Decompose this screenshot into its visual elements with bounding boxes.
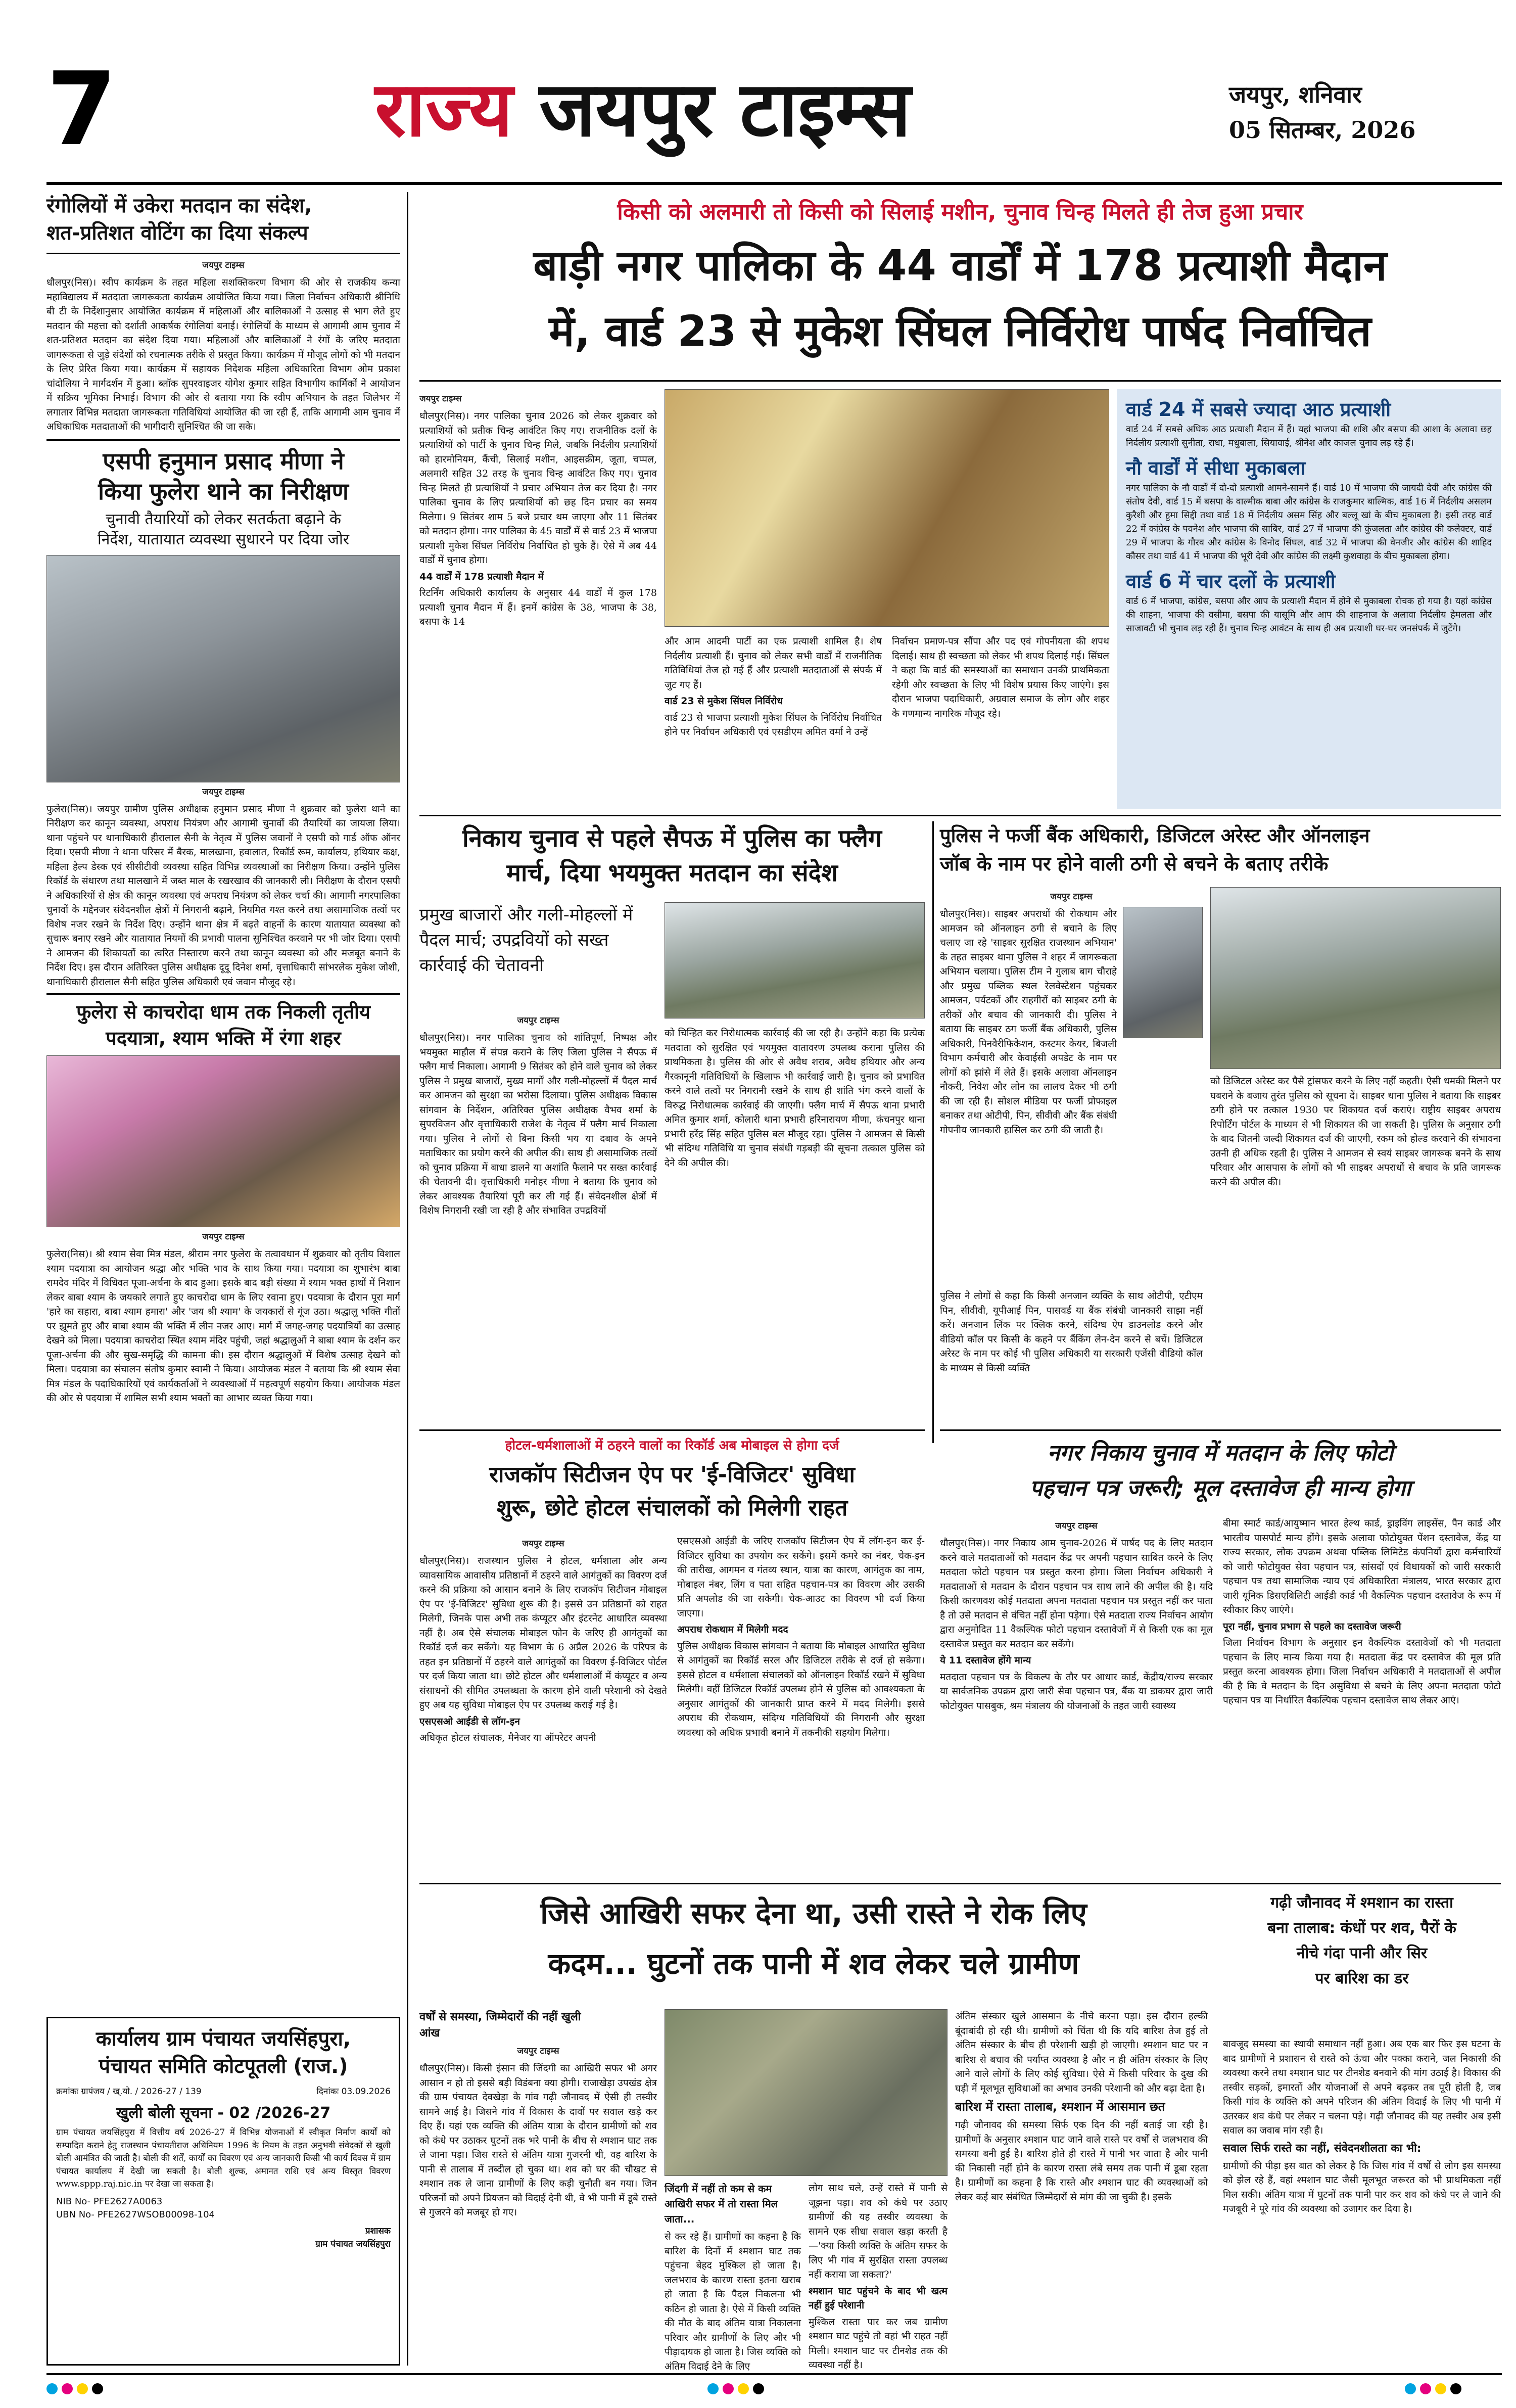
divider — [419, 1883, 1501, 1884]
cyber-col-2 — [1210, 887, 1501, 1418]
lead-subhead: 44 वार्डों में 178 प्रत्याशी मैदान में — [419, 571, 544, 582]
registration-marks-center — [707, 2383, 809, 2398]
left-story-3-headline — [46, 999, 400, 1051]
cyan-dot-icon — [1405, 2383, 1416, 2394]
flag-march-headline — [419, 821, 925, 892]
hotel-kicker: होटल-धर्मशालाओं में ठहरने वालों का रिकॉर्ड अब मोबाइल से होगा दर्ज — [505, 1438, 839, 1453]
left-story-3-body: फुलेरा(निस)। श्री श्याम सेवा मित्र मंडल, श्रीराम नगर फुलेरा के तत्वावधान में शुक्रवार को तृतीय विशाल श्याम पदयात्रा का आयोजन श्रद्धा और भक्ति भाव के साथ किया गया। पदयात्रा का शुभारंभ बाबा रामदेव मंदिर में विधिवत पूजा-अर्चना के बाद हुआ। इसके बाद बड़ी संख्या में श्याम भक्त हाथों में निशान लेकर बाबा श्याम के जयकारे लगाते हुए काचरोदा धाम के लिए रवाना हुए। पदयात्रा के दौरान पूरा मार्ग 'हारे का सहारा, बाबा श्याम हमारा' और 'जय श्री श्याम' के जयकारों से गूंज उठा। श्रद्धालु भक्ति गीतों पर झूमते हुए और बाबा श्याम की भक्ति में लीन नजर आए। मार्ग में जगह-जगह पदयात्रियों का उत्साह देखने को मिला। पदयात्रा काचरोदा स्थित श्याम मंदिर पहुंची, जहां श्रद्धालुओं ने बाबा श्याम के दर्शन कर पूजा-अर्चना की और सुख-समृद्धि की कामना की। इस दौरान श्रद्धालुओं में विशेष उत्साह देखने को मिला। पदयात्रा का संचालन संतोष कुमार स्वामी ने किया। आयोजक मंडल ने बताया कि श्री श्याम सेवा मित्र मंडल के पदाधिकारियों एवं कार्यकर्ताओं ने व्यवस्थाओं में महत्वपूर्ण सहयोग किया। आयोजक मंडल की ओर से पदयात्रा में शामिल सभी श्याम भक्तों का आभार व्यक्त किया गया। — [46, 1248, 400, 1404]
lead-col-1 — [419, 389, 657, 809]
black-dot-icon — [1450, 2383, 1461, 2394]
paragraph: जिला निर्वाचन विभाग के अनुसार इन वैकल्पिक दस्तावेजों को भी मतदाता पहचान के लिए मान्य किया गया है। मतदाता केंद्र पर दस्तावेज की मूल प्रति प्रस्तुत करना आवश्यक होगा। जिला निर्वाचन अधिकारी ने मतदाताओं से अपील की है कि वे मतदान के दिन असुविधा से बचने के लिए अपना मतदाता फोटो पहचान पत्र या निर्धारित वैकल्पिक पहचान दस्तावेज साथ लेकर आएं। — [1223, 1637, 1501, 1706]
lead-sidebar-box — [1117, 389, 1501, 809]
cyber-body-2: पुलिस ने लोगों से कहा कि किसी अनजान व्यक्ति के साथ ओटीपी, एटीएम पिन, सीवीवी, यूपीआई पिन, पासवर्ड या बैंक संबंधी जानकारी साझा नहीं करें। अनजान लिंक पर क्लिक करने, संदिग्ध ऐप डाउनलोड करने और वीडियो कॉल पर किसी के कहने पर बैंकिंग लेन-देन करने से बचें। डिजिटल अरेस्ट के नाम पर कोई भी पुलिस अधिकारी या सरकारी एजेंसी वीडियो कॉल के माध्यम से किसी व्यक्ति — [940, 1290, 1203, 1374]
left-story-1-body: धौलपुर(निस)। स्वीप कार्यक्रम के तहत महिला सशक्तिकरण विभाग की ओर से राजकीय कन्या महाविद्यालय में मतदाता जागरूकता कार्यक्रम आयोजित किया गया। जिला निर्वाचन अधिकारी श्रीनिधि बी टी के निर्देशानुसार आयोजित कार्यक्रम में महिलाओं और बालिकाओं ने उत्साह से भाग लेते हुए मतदान की महत्ता को दर्शाती आकर्षक रंगोलियां बनाई। रंगोलियों के माध्यम से आगामी आम चुनाव में शत-प्रतिशत मतदान का संदेश दिया गया। महिलाओं और बालिकाओं ने रंगों के जरिए मतदाता जागरूकता से जुड़े संदेशों को रचनात्मक तरीके से प्रस्तुत किया। कार्यक्रम में मौजूद लोगों को भी मतदान के लिए प्रेरित किया गया। कार्यक्रम में सहायक निदेशक महिला अधिकारिता विभाग ओम प्रकाश चांदोलिया ने मार्गदर्शन में हुआ। ब्लॉक सुपरवाइजर योगेश कुमार सहित विभागीय कार्मिकों ने आयोजन में सक्रिय भूमिका निभाई। विभाग की ओर से बताया गया कि स्वीप अभियान के तहत जिलेभर में लगातार विभिन्न मतदाता जागरूकता गतिविधियां आयोजित की जा रही हैं, ताकि आगामी आम चुनाव में अधिकाधिक मतदाताओं की भागीदारी सुनिश्चित की जा सके। — [46, 277, 400, 432]
left-column — [46, 192, 400, 2002]
headline-line: नगर निकाय चुनाव में मतदान के लिए फोटो — [1047, 1440, 1394, 1466]
notice-subtitle: खुली बोली सूचना - 02 /2026-27 — [116, 2104, 331, 2122]
paper-name: जयपुर टाइम्स — [539, 66, 911, 154]
flag-march-photo — [665, 902, 925, 1018]
notice-ref-row — [56, 2085, 391, 2097]
masthead-date-block — [1229, 77, 1492, 158]
subhead-line: संवेदनशीलता का भी: — [1334, 2142, 1422, 2155]
cyber-awareness-photo — [1210, 887, 1501, 1069]
hotel-subhead: अपराध रोकथाम में मिलेगी मदद — [677, 1624, 788, 1635]
voter-byline: जयपुर टाइम्स — [1055, 1521, 1098, 1531]
funeral-col-3 — [809, 2181, 947, 2371]
side-headline-line: गढ़ी जौनावद में श्मशान का रास्ता — [1270, 1894, 1453, 1912]
paragraph: अधिकृत होटल संचालक, मैनेजर या ऑपरेटर अपनी — [419, 1732, 596, 1743]
funeral-photo — [665, 2009, 947, 2176]
signature-line: प्रशासक — [365, 2226, 391, 2236]
cyan-dot-icon — [707, 2383, 719, 2394]
paragraph: रिटर्निंग अधिकारी कार्यालय के अनुसार 44 वार्डों में कुल 178 प्रत्याशी चुनाव मैदान में हैं। इनमें कांग्रेस के 38, भाजपा के 38, बसपा के 14 — [419, 587, 657, 627]
flag-march-col-2 — [665, 1026, 925, 1425]
subhead-line: कार्रवाई की चेतावनी — [419, 955, 544, 976]
notice-title-line: कार्यालय ग्राम पंचायत जयसिंहपुरा, — [96, 2027, 351, 2051]
hotel-col-1 — [419, 1534, 667, 1878]
paragraph: और आम आदमी पार्टी का एक प्रत्याशी शामिल है। शेष निर्दलीय प्रत्याशी हैं। चुनाव को लेकर सभी वार्डों में राजनीतिक गतिविधियां तेज हो गई हैं और प्रत्याशी मतदाताओं से संपर्क में जुट गए हैं। — [665, 636, 882, 690]
cyber-body-3: को डिजिटल अरेस्ट कर पैसे ट्रांसफर करने के लिए नहीं कहती। ऐसी धमकी मिलने पर घबराने के बजाय तुरंत पुलिस को सूचना दें। साइबर थाना पुलिस ने बताया कि साइबर ठगी होने पर तत्काल 1930 पर शिकायत दर्ज कराएं। राष्ट्रीय साइबर अपराध रिपोर्टिंग पोर्टल के माध्यम से भी शिकायत की जा सकती है। पुलिस के अनुसार ठगी के बाद जितनी जल्दी शिकायत दर्ज की जाएगी, रकम को होल्ड करवाने की संभावना उतनी ही अधिक रहती है। पुलिस ने आमजन से स्वयं साइबर जागरूक बनने के साथ परिवार और आसपास के लोगों को भी साइबर अपराधों से बचाव के प्रति जागरूक करने की अपील की। — [1210, 1076, 1501, 1188]
tender-notice — [46, 2017, 400, 2366]
headline-line: किया फुलेरा थाने का निरीक्षण — [98, 477, 349, 505]
hotel-body-1 — [419, 1554, 667, 1745]
masthead-rule — [46, 182, 1502, 185]
signature-line: ग्राम पंचायत जयसिंहपुरा — [315, 2239, 391, 2249]
paragraph: धौलपुर(निस)। राजस्थान पुलिस ने होटल, धर्मशाला और अन्य व्यावसायिक आवासीय प्रतिष्ठानों में ठहरने वाले आगंतुकों का विवरण दर्ज करने की प्रक्रिया को आसान बनाने के लिए राजकॉप सिटीजन मोबाइल ऐप पर 'ई-विजिटर' सुविधा शुरू की है। इससे उन प्रतिष्ठानों को राहत मिलेगी, जिनके पास अभी तक कंप्यूटर और इंटरनेट आधारित व्यवस्था नहीं है। अब ऐसे संचालक मोबाइल फोन के जरिए ही आगंतुकों का रिकॉर्ड दर्ज कर सकेंगे। यह विभाग के 6 अप्रैल 2026 के परिपत्र के तहत इन प्रतिष्ठानों में ठहरने वाले आगंतुकों का विवरण ई-विजिटर पोर्टल पर दर्ज किया जाता था। छोटे होटल और धर्मशालाओं में कंप्यूटर व अन्य संसाधनों की सीमित उपलब्धता के कारण होने वाली परेशानी को देखते हुए अब यह सुविधा मोबाइल ऐप पर उपलब्ध कराई गई है। — [419, 1555, 667, 1710]
notice-body: ग्राम पंचायत जयसिंहपुरा में वित्तीय वर्ष 2026-27 में विभिन्न योजनाओं में स्वीकृत निर्माण कार्यों को सम्पादित कराने हेतु राजस्थान पंचायतीराज अधिनियम 1996 के नियम के तहत अनुभवी संवेदकों से खुली बोली आमंत्रित की जाती है। बोली की शर्तें, कार्यों का विवरण एवं अन्य जानकारी किसी भी कार्य दिवस में ग्राम पंचायत कार्यालय में देखी जा सकती है। बोली शुल्क, अमानत राशि एवं अन्य विस्तृत विवरण www.sppp.raj.nic.in पर देखा जा सकता है। — [56, 2127, 391, 2189]
funeral-subhead-4: बारिश में रास्ता तालाब, श्मशान में आसमान छत — [955, 2100, 1165, 2114]
divider — [419, 815, 1501, 816]
divider — [46, 439, 400, 441]
left-story-2-subhead — [46, 510, 400, 550]
cyan-dot-icon — [46, 2383, 58, 2394]
flag-march-subhead — [419, 902, 657, 1003]
headline-line: बाड़ी नगर पालिका के 44 वार्डों में 178 प्रत्याशी मैदान — [533, 241, 1387, 290]
yellow-dot-icon — [77, 2383, 88, 2394]
headline-line: निकाय चुनाव से पहले सैपऊ में पुलिस का फ्लैग — [462, 824, 882, 853]
lead-photo — [665, 389, 1109, 627]
lead-col-2 — [665, 634, 882, 809]
headline-line: में, वार्ड 23 से मुकेश सिंघल निर्विरोध पार्षद निर्वाचित — [549, 306, 1371, 356]
funeral-body-1: धौलपुर(निस)। किसी इंसान की जिंदगी का आखिरी सफर भी अगर आसान न हो तो इससे बड़ी विडंबना क्या होगी। राजाखेड़ा उपखंड क्षेत्र की ग्राम पंचायत देवखेड़ा के गांव गढ़ी जौनावद में ऐसी ही तस्वीर सामने आई है। जिसने गांव में विकास के दावों पर सवाल खड़े कर दिए हैं। यहां एक व्यक्ति की अंतिम यात्रा के दौरान ग्रामीणों को शव को कंधे पर उठाकर घुटनों तक भरे पानी के बीच से श्मशान घाट तक ले जाना पड़ा। जिस रास्ते से अंतिम यात्रा गुजरनी थी, वह बारिश के पानी से तालाब में तब्दील हो चुका था। शव को घर की चौखट से श्मशान तक ले जाना ग्रामीणों के लिए कड़ी चुनौती बन गया। जिन परिजनों को अपने प्रियजन को विदाई देनी थी, वे भी पानी में डूबे रास्ते से गुजरने को मजबूर हो गए। — [419, 2063, 657, 2218]
notice-title — [56, 2025, 391, 2080]
left-story-1-headline — [46, 192, 400, 247]
registration-marks-right — [1405, 2383, 1506, 2398]
paragraph: मुश्किल रास्ता पार कर जब ग्रामीण श्मशान घाट पहुंचे तो वहां भी राहत नहीं मिली। श्मशान घाट पर टीनशेड तक की व्यवस्था नहीं है। — [809, 2316, 947, 2371]
voter-headline — [940, 1435, 1501, 1511]
subhead-line: प्रमुख बाजारों और गली-मोहल्लों में — [419, 905, 633, 925]
sidebar-head-3: वार्ड 6 में चार दलों के प्रत्याशी — [1126, 570, 1336, 592]
headline-line: पदयात्रा, श्याम भक्ति में रंगा शहर — [106, 1027, 341, 1049]
divider — [46, 253, 400, 254]
funeral-body-4 — [955, 2009, 1208, 2204]
lead-kicker: किसी को अलमारी तो किसी को सिलाई मशीन, चुनाव चिन्ह मिलते ही तेज हुआ प्रचार — [617, 199, 1303, 225]
headline-line: फुलेरा से काचरोदा धाम तक निकली तृतीय — [76, 1001, 370, 1023]
sidebar-head-1: वार्ड 24 में सबसे ज्यादा आठ प्रत्याशी — [1126, 398, 1391, 421]
divider — [419, 1429, 925, 1431]
nib-line: NIB No- PFE2627A0063 — [56, 2196, 163, 2207]
paragraph: अंतिम संस्कार खुले आसमान के नीचे करना पड़ा। इस दौरान हल्की बूंदाबांदी हो रही थी। ग्रामीणों को चिंता थी कि यदि बारिश तेज हुई तो अंतिम संस्कार के बीच ही परेशानी खड़ी हो जाएगी। श्मशान घाट पर न बारिश से बचाव की पर्याप्त व्यवस्था है और न ही अंतिम संस्कार के लिए आने वाले लोगों के लिए कोई सुविधा। ऐसे में किसी परिवार के दुख की घड़ी में मूलभूत सुविधाओं का अभाव उनकी परेशानी को और बढ़ा देता है। — [955, 2011, 1208, 2094]
lead-col-3 — [892, 634, 1109, 809]
magenta-dot-icon — [723, 2383, 734, 2394]
page-number: 7 — [46, 51, 117, 168]
headline-line: पुलिस ने फर्जी बैंक अधिकारी, डिजिटल अरेस्ट और ऑनलाइन — [940, 824, 1370, 847]
yellow-dot-icon — [738, 2383, 749, 2394]
headline-line: रंगोलियों में उकेरा मतदान का संदेश, — [46, 194, 312, 217]
hotel-subhead: एसएसओ आईडी से लॉग-इन — [419, 1716, 520, 1727]
headline-line: पहचान पत्र जरूरी; मूल दस्तावेज ही मान्य होगा — [1029, 1475, 1411, 1501]
headline-line: कदम... घुटनों तक पानी में शव लेकर चले ग्रामीण — [548, 1947, 1079, 1981]
cyber-col-1b — [940, 1289, 1203, 1420]
subhead-line: चुनावी तैयारियों को लेकर सतर्कता बढ़ाने के — [106, 510, 341, 528]
voter-subhead: ये 11 दस्तावेज होंगे मान्य — [940, 1655, 1031, 1666]
hotel-headline — [419, 1458, 925, 1529]
paragraph: ग्रामीणों की पीड़ा इस बात को लेकर है कि जिस गांव में वर्षों से लोग इस समस्या को झेल रहे हैं, वहां श्मशान घाट जैसी मूलभूत जरूरत को भी प्राथमिकता नहीं मिल सकी। अंतिम यात्रा में घुटनों तक पानी पार कर शव को कंधे पर ले जाने की मजबूरी ने पूरे गांव की व्यवस्था को उजागर कर दिया है। — [1223, 2160, 1501, 2214]
masthead-title — [375, 52, 1234, 168]
side-headline-line: पर बारिश का डर — [1315, 1970, 1409, 1987]
funeral-col-1 — [419, 2009, 657, 2366]
hotel-byline: जयपुर टाइम्स — [522, 1539, 564, 1549]
sidebar-head-2: नौ वार्डों में सीधा मुकाबला — [1126, 457, 1306, 479]
paragraph: पुलिस अधीक्षक विकास सांगवान ने बताया कि मोबाइल आधारित सुविधा से आगंतुकों का रिकॉर्ड सरल और डिजिटल तरीके से दर्ज हो सकेगा। इससे होटल व धर्मशाला संचालकों को ऑनलाइन रिकॉर्ड रखने में सुविधा मिलेगी। वहीं डिजिटल रिकॉर्ड उपलब्ध होने से पुलिस को आवश्यकता के अनुसार आगंतुकों की जानकारी प्राप्त करने में मदद मिलेगी। इससे अपराध की रोकथाम, संदिग्ध गतिविधियों की निगरानी और सुरक्षा व्यवस्था को अधिक प्रभावी बनाने में तकनीकी सहयोग मिलेगा। — [677, 1640, 925, 1738]
paragraph: लोग साथ चले, उन्हें रास्ते में पानी से जूझना पड़ा। शव को कंधे पर उठाए ग्रामीणों की यह तस्वीर व्यवस्था के सामने एक सीधा सवाल खड़ा करती है—'क्या किसी व्यक्ति के अंतिम सफर के लिए भी गांव में सुरक्षित रास्ता उपलब्ध नहीं कराया जा सकता?' — [809, 2183, 947, 2280]
paragraph: बीमा स्मार्ट कार्ड/आयुष्मान भारत हेल्थ कार्ड, ड्राइविंग लाइसेंस, पैन कार्ड और भारतीय पासपोर्ट मान्य होंगे। इसके अलावा फोटोयुक्त पेंशन दस्तावेज, केंद्र या राज्य सरकार, लोक उपक्रम अथवा पब्लिक लिमिटेड कंपनियों द्वारा कर्मचारियों को जारी फोटोयुक्त सेवा पहचान पत्र, सांसदों एवं विधायकों को जारी सरकारी पहचान पत्र तथा सामाजिक न्याय एवं अधिकारिता मंत्रालय, भारत सरकार द्वारा जारी यूनिक डिसएबिलिटी आईडी कार्ड भी वैकल्पिक पहचान दस्तावेज के रूप में स्वीकार किए जाएंगे। — [1223, 1518, 1501, 1615]
voter-col-1 — [940, 1516, 1213, 1878]
paragraph: धौलपुर(निस)। नगर पालिका चुनाव 2026 को लेकर शुक्रवार को प्रत्याशियों को प्रतीक चिन्ह आवंटित किए गए। राजनीतिक दलों के प्रत्याशियों को पार्टी के चुनाव चिन्ह मिले, जबकि निर्दलीय प्रत्याशियों को हारमोनियम, कैंची, सिलाई मशीन, आइसक्रीम, जूता, चप्पल, अलमारी सहित 32 तरह के चुनाव चिन्ह आवंटित किए गए। चुनाव चिन्ह मिलते ही प्रत्याशियों ने प्रचार अभियान तेज कर दिया है। नगर पालिका चुनाव के लिए प्रत्याशियों को छह दिन प्रचार का समय मिलेगा। 9 सितंबर शाम 5 बजे प्रचार थम जाएगा और 11 सितंबर को मतदान होगा। नगर पालिका के 45 वार्डों में से वार्ड 23 में भाजपा प्रत्याशी मुकेश सिंघल निर्विरोध निर्वाचित हो चुके हैं। ऐसे में अब 44 वार्डों में चुनाव होगा। — [419, 410, 657, 566]
notice-nib — [56, 2195, 391, 2221]
sidebar-text-1: वार्ड 24 में सबसे अधिक आठ प्रत्याशी मैदान में हैं। यहां भाजपा की शशि और बसपा की आशा के अलावा छह निर्दलीय प्रत्याशी सुनीता, राधा, मधुबाला, सियावाई, श्रीनेश और काजल चुनाव लड़ रहे हैं। — [1126, 424, 1492, 448]
left-story-2-byline: जयपुर टाइम्स — [202, 786, 245, 797]
voter-body-1 — [940, 1536, 1213, 1713]
side-headline-line: नीचे गंदा पानी और सिर — [1296, 1944, 1428, 1962]
funeral-col-4 — [955, 2009, 1208, 2366]
lead-subhead: वार्ड 23 से मुकेश सिंघल निर्विरोध — [665, 696, 783, 707]
headline-line: एसपी हनुमान प्रसाद मीणा ने — [103, 447, 344, 475]
funeral-side-headline — [1223, 1890, 1501, 2032]
subhead-line: सवाल सिर्फ रास्ते का नहीं, — [1223, 2142, 1331, 2155]
voter-body-2 — [1223, 1516, 1501, 1708]
paragraph: धौलपुर(निस)। नगर निकाय आम चुनाव-2026 में पार्षद पद के लिए मतदान करने वाले मतदाताओं को मतदान केंद्र पर अपनी पहचान साबित करने के लिए मतदाता फोटो पहचान पत्र प्रस्तुत करना होगा। जिला निर्वाचन अधिकारी ने मतदाताओं से मतदान के दौरान पहचान पत्र साथ लाने की अपील की है। यदि किसी कारणवश कोई मतदाता अपना मतदाता पहचान पत्र प्रस्तुत नहीं कर पाता है तो उसे मतदान से वंचित नहीं होना पड़ेगा। ऐसे मतदाता राज्य निर्वाचन आयोग द्वारा अनुमोदित 11 वैकल्पिक फोटो पहचान दस्तावेजों में से किसी एक का मूल दस्तावेज प्रस्तुत कर मतदान कर सकेंगे। — [940, 1538, 1213, 1650]
subhead-line: पैदल मार्च; उपद्रवियों को सख्त — [419, 930, 609, 950]
paragraph: निर्वाचन प्रमाण-पत्र सौंपा और पद एवं गोपनीयता की शपथ दिलाई। साथ ही स्वच्छता को लेकर भी शपथ दिलाई गई। सिंघल ने कहा कि वार्ड की समस्याओं का समाधान उनकी प्राथमिकता रहेगी और स्वच्छता के लिए भी विशेष प्रयास किए जाएंगे। इस दौरान भाजपा पदाधिकारी, अग्रवाल समाज के लोग और शहर के गणमान्य नागरिक मौजूद रहे। — [892, 636, 1109, 719]
divider — [419, 380, 1501, 382]
flag-march-body-1: धौलपुर(निस)। नगर पालिका चुनाव को शांतिपूर्ण, निष्पक्ष और भयमुक्त माहौल में संपन्न कराने के लिए जिला पुलिस ने सैपऊ में फ्लैग मार्च निकाला। आगामी 9 सितंबर को होने वाले चुनाव को लेकर पुलिस ने प्रमुख बाजारों, मुख्य मार्गों और गली-मोहल्लों में पैदल मार्च कर आमजन को सुरक्षा का भरोसा दिलाया। पुलिस अधीक्षक विकास सांगवान के निर्देशन, अतिरिक्त पुलिस अधीक्षक वैभव शर्मा के सुपरविजन और वृत्ताधिकारी राजेश के नेतृत्व में फ्लैग मार्च निकाला गया। पुलिस ने लोगों से बिना किसी भय या दबाव के अपने मताधिकार का प्रयोग करने की अपील की। साथ ही असामाजिक तत्वों को चुनाव प्रक्रिया में बाधा डालने या अशांति फैलाने पर सख्त कार्रवाई की चेतावनी दी। वृत्ताधिकारी मनोहर मीणा ने बताया कि चुनाव को लेकर आवश्यक तैयारियां पूरी कर ली गई हैं। संवेदनशील क्षेत्रों में विशेष निगरानी रखी जा रही है और संभावित उपद्रवियों — [419, 1032, 657, 1216]
funeral-body-5 — [1223, 2037, 1501, 2216]
hotel-body-2 — [677, 1534, 925, 1740]
column-rule — [407, 192, 408, 2366]
sidebar-text-3: वार्ड 6 में भाजपा, कांग्रेस, बसपा और आप के प्रत्याशी मैदान में होने से मुकाबला रोचक हो गया है। यहां कांग्रेस की शाहना, भाजपा की वसीमा, बसपा की यासूमि और आप की शाहनाज के अलावा निर्दलीय हेमलता और साजावटी भी चुनाव लड़ रही हैं। चुनाव चिन्ह आवंटन के साथ ही अब प्रत्याशी घर-घर जनसंपर्क में जुटेंगे। — [1126, 596, 1492, 634]
notice-title-line: पंचायत समिति कोटपूतली (राज.) — [99, 2055, 348, 2078]
paragraph: बावजूद समस्या का स्थायी समाधान नहीं हुआ। अब एक बार फिर इस घटना के बाद ग्रामीणों ने प्रशासन से रास्ते को ऊंचा और पक्का कराने, जल निकासी की व्यवस्था करने तथा श्मशान घाट पर टीनशेड बनवाने की मांग उठाई है। विकास की तस्वीर सड़कों, इमारतों और योजनाओं से अपने बढ़कर तब पूरी होती है, जब किसी गांव के व्यक्ति को अपने परिजन की अंतिम विदाई के लिए भी पानी में उतरकर शव कंधे पर लेकर न चलना पड़े। गढ़ी जौनावद की यह तस्वीर अब इसी सवाल का जवाब मांग रही है। — [1223, 2039, 1501, 2136]
cyber-photo-small — [1123, 907, 1203, 1038]
subhead-line: वर्षों से समस्या, जिम्मेदारों की नहीं खुली — [419, 2011, 581, 2023]
notice-ref: क्रमांकः ग्रापंजय / ख्.यो. / 2026-27 / 139 — [56, 2087, 202, 2097]
left-story-2-headline — [46, 446, 400, 506]
headline-line: राजकॉप सिटीजन ऐप पर 'ई-विजिटर' सुविधा — [489, 1462, 855, 1488]
paragraph: एसएसओ आईडी के जरिए राजकॉप सिटीजन ऐप में लॉग-इन कर ई-विजिटर सुविधा का उपयोग कर सकेंगे। इसमें कमरे का नंबर, चेक-इन की तारीख, आगमन व गंतव्य स्थान, यात्रा का कारण, आगंतुक का नाम, मोबाइल नंबर, लिंग व पता सहित पहचान-पत्र का विवरण और उसकी प्रति अपलोड की जा सकेगी। चेक-आउट का विवरण भी दर्ज किया जाएगा। — [677, 1536, 925, 1619]
headline-line: मार्च, दिया भयमुक्त मतदान का संदेश — [506, 859, 838, 887]
subhead-line: आंख — [419, 2027, 440, 2040]
left-story-2-body: फुलेरा(निस)। जयपुर ग्रामीण पुलिस अधीक्षक हनुमान प्रसाद मीणा ने शुक्रवार को फुलेरा थाने का निरीक्षण कर कानून व्यवस्था, अपराध नियंत्रण और आगामी चुनावों की तैयारियों का जायजा लिया। थाना पहुंचने पर थानाधिकारी हीरालाल सैनी के नेतृत्व में पुलिस जवानों ने एसपी को गार्ड ऑफ ऑनर दिया। एसपी मीणा ने थाना परिसर में बैरक, मालखाना, हवालात, रिकॉर्ड रूम, कार्यालय, हथियार कक्ष, महिला हेल्प डेस्क एवं सीसीटीवी व्यवस्था सहित विभिन्न व्यवस्थाओं का निरीक्षण किया। उन्होंने पुलिस रिकॉर्ड के संधारण तथा मालखाने में जब्त माल के रखरखाव की जानकारी ली। निरीक्षण के दौरान एसपी ने अधिकारियों से क्षेत्र की कानून व्यवस्था एवं अपराध नियंत्रण को लेकर चर्चा की। आगामी नगरपालिका चुनावों के मद्देनजर संवेदनशील क्षेत्रों में निगरानी बढ़ाने, नियमित गश्त करने तथा असामाजिक तत्वों पर विशेष नजर रखने के निर्देश दिए। उन्होंने थाना क्षेत्र में बढ़ते वाहनों के कारण यातायात व्यवस्था को सुचारू बनाए रखने और यातायात नियमों की प्रभावी पालना सुनिश्चित करवाने पर भी जोर दिया। एसपी ने आमजन की शिकायतों का त्वरित निस्तारण करने तथा कानून व्यवस्था को और मजबूत बनाने के निर्देश दिए। इस दौरान अतिरिक्त पुलिस अधीक्षक दूदू दिनेश शर्मा, वृत्ताधिकारी सांभरलेक मुकेश जोशी, थानाधिकारी हीरालाल सैनी सहित पुलिस अधिकारी एवं जवान मौजूद रहे। — [46, 803, 400, 988]
notice-date: दिनांकः 03.09.2026 — [316, 2087, 391, 2097]
headline-line: शत-प्रतिशत वोटिंग का दिया संकल्प — [46, 221, 308, 245]
notice-signature — [56, 2225, 391, 2251]
funeral-col-2 — [665, 2181, 801, 2372]
flag-march-body-2: को चिन्हित कर निरोधात्मक कार्रवाई की जा रही है। उन्होंने कहा कि प्रत्येक मतदाता को सुरक्षित एवं भयमुक्त वातावरण उपलब्ध कराना पुलिस की प्राथमिकता है। पुलिस की ओर से अवैध शराब, अवैध हथियार और अन्य गैरकानूनी गतिविधियों के खिलाफ भी कार्रवाई जारी है। चुनाव को प्रभावित करने वाले तत्वों पर निगरानी रखने के साथ ही शांति भंग करने वालों के विरुद्ध निरोधात्मक कार्रवाई की जाएगी। फ्लैग मार्च में सैपऊ थाना प्रभारी अमित कुमार शर्मा, कोलारी थाना प्रभारी हरिनारायण मीणा, कंचनपुर थाना प्रभारी हरेंद्र सिंह सहित पुलिस बल मौजूद रहा। पुलिस ने आमजन से किसी भी संदिग्ध गतिविधि या चुनाव संबंधी गड़बड़ी की सूचना तत्काल पुलिस को देने की अपील की। — [665, 1028, 925, 1169]
lead-col-1-body — [419, 409, 657, 629]
funeral-byline: जयपुर टाइम्स — [517, 2046, 559, 2056]
funeral-subhead-5 — [1223, 2140, 1501, 2157]
flag-march-byline: जयपुर टाइम्स — [517, 1015, 559, 1026]
black-dot-icon — [92, 2383, 103, 2394]
masthead — [46, 47, 1502, 182]
divider — [46, 993, 400, 995]
nib-line: UBN No- PFE2627WSOB00098-104 — [56, 2209, 215, 2220]
funeral-subhead-3: श्मशान घाट पहुंचने के बाद भी खत्म नहीं हुई परेशानी — [809, 2285, 947, 2311]
funeral-photo-caption: जिंदगी में नहीं तो कम से कम आखिरी सफर में तो रास्ता मिल जाता... — [665, 2183, 778, 2225]
footer-rule — [46, 2373, 1502, 2375]
paragraph: गढ़ी जौनावद की समस्या सिर्फ एक दिन की नहीं बताई जा रही है। ग्रामीणों के अनुसार श्मशान घाट जाने वाले रास्ते पर वर्षों से जलभराव की समस्या बनी हुई है। बारिश होते ही रास्ते में पानी भर जाता है और पानी की निकासी नहीं होने के कारण रास्ता लंबे समय तक पानी में डूबा रहता है। ग्रामीणों का कहना है कि रास्ते और श्मशान घाट की व्यवस्थाओं को लेकर कई बार संबंधित जिम्मेदारों से मांग की जा चुकी है। इसके — [955, 2119, 1208, 2203]
column-rule — [932, 821, 934, 1443]
black-dot-icon — [753, 2383, 764, 2394]
funeral-col-5 — [1223, 2037, 1501, 2366]
paragraph: मतदाता पहचान पत्र के विकल्प के तौर पर आधार कार्ड, केंद्रीय/राज्य सरकार या सार्वजनिक उपक्रम द्वारा जारी सेवा पहचान पत्र, बैंक या डाकघर द्वारा जारी फोटोयुक्त पासबुक, श्रम मंत्रालय की योजनाओं के तहत जारी स्वास्थ्य — [940, 1671, 1213, 1711]
issue-date: 05 सितम्बर, 2026 — [1229, 116, 1416, 144]
section-name: राज्य — [375, 66, 513, 154]
yellow-dot-icon — [1435, 2383, 1446, 2394]
left-story-3-byline: जयपुर टाइम्स — [202, 1232, 245, 1242]
headline-line: जिसे आखिरी सफर देना था, उसी रास्ते ने रोक लिए — [540, 1896, 1087, 1930]
subhead-line: निर्देश, यातायात व्यवस्था सुधारने पर दिया जोर — [97, 530, 350, 548]
padyatra-photo — [46, 1055, 400, 1227]
lead-col-3-body — [892, 634, 1109, 721]
headline-line: जॉब के नाम पर होने वाली ठगी से बचने के बताए तरीके — [940, 853, 1329, 875]
lead-headline — [419, 233, 1501, 374]
side-headline-line: बना तालाब: कंधों पर शव, पैरों के — [1267, 1919, 1456, 1937]
voter-subhead: पूरा नहीं, चुनाव प्रभाग से पहले का दस्तावेज जरूरी — [1223, 1620, 1401, 1632]
voter-col-2 — [1223, 1516, 1501, 1878]
hotel-col-2 — [677, 1534, 925, 1878]
sidebar-text-2: नगर पालिका के नौ वार्डों में दो-दो प्रत्याशी आमने-सामने हैं। वार्ड 10 में भाजपा की जायदी देवी और कांग्रेस की संतोष देवी, वार्ड 15 में बसपा के वाल्मीक बाबा और कांग्रेस के राजकुमार बाल्मिक, वार्ड 16 में निर्दलीय असलम कुरैशी और हुमा सिद्दी तथा वार्ड 18 में निर्दलीय असम सिंह और बल्लू खां के बीच मुकाबला है। इसी तरह वार्ड 22 में कांग्रेस के पवनेश और भाजपा की साबिर, वार्ड 27 में भाजपा की कुंजलता और कांग्रेस की कलेक्टर, वार्ड 29 में भाजपा के गौरव और कांग्रेस के विनोद सिंघल, वार्ड 32 में भाजपा की वेनजीर और कांग्रेस की शाहिद कौसर तथा वार्ड 41 में भाजपा की भूरी देवी और कांग्रेस की लक्ष्मी कुशवाहा के बीच मुकाबला होगा। — [1126, 483, 1492, 562]
divider — [940, 1429, 1501, 1431]
magenta-dot-icon — [62, 2383, 73, 2394]
funeral-body-2: से कर रहे हैं। ग्रामीणों का कहना है कि बारिश के दिनों में श्मशान घाट तक पहुंचना बेहद मुश्किल हो जाता है। जलभराव के कारण रास्ता इतना खराब हो जाता है कि पैदल निकलना भी कठिन हो जाता है। ऐसे में किसी व्यक्ति की मौत के बाद अंतिम यात्रा निकालना परिवार और ग्रामीणों के लिए और भी पीड़ादायक हो जाता है। जिस व्यक्ति को अंतिम विदाई देने के लिए — [665, 2231, 801, 2372]
lead-col-2-body — [665, 634, 882, 739]
funeral-headline — [419, 1888, 1208, 2004]
sp-inspection-photo — [46, 555, 400, 782]
cyber-byline: जयपुर टाइम्स — [1050, 892, 1093, 902]
headline-line: शुरू, छोटे होटल संचालकों को मिलेगी राहत — [496, 1495, 848, 1521]
flag-march-col-1 — [419, 1011, 657, 1425]
left-story-1-byline: जयपुर टाइम्स — [202, 260, 245, 270]
registration-marks-left — [46, 2383, 148, 2398]
magenta-dot-icon — [1420, 2383, 1431, 2394]
lead-byline: जयपुर टाइम्स — [419, 394, 462, 404]
paragraph: वार्ड 23 से भाजपा प्रत्याशी मुकेश सिंघल के निर्विरोध निर्वाचित होने पर निर्वाचन अधिकारी एवं एसडीएम अमित वर्मा ने उन्हें — [665, 712, 882, 737]
city-day: जयपुर, शनिवार — [1229, 81, 1362, 108]
funeral-subhead — [419, 2009, 657, 2042]
cyber-body-1: धौलपुर(निस)। साइबर अपराधों की रोकथाम और आमजन को ऑनलाइन ठगी से बचाने के लिए चलाए जा रहे 'साइबर सुरक्षित राजस्थान अभियान' के तहत साइबर थाना पुलिस ने शहर में जागरूकता अभियान चलाया। पुलिस टीम ने गुलाब बाग चौराहे और प्रमुख पब्लिक स्थल रेलवेस्टेशन पहुंचकर आमजन, पर्यटकों और राहगीरों को साइबर ठगी के तरीकों और बचाव की जानकारी दी। पुलिस ने बताया कि साइबर ठग फर्जी बैंक अधिकारी, पुलिस अधिकारी, पिनवैरीफिकेशन, कस्टमर केयर, बिजली विभाग कर्मचारी और केवाईसी अपडेट के नाम पर लोगों को झांसे में लेते हैं। इसके अलावा ऑनलाइन नौकरी, निवेश और लोन का लालच देकर भी ठगी की जा रही है। सोशल मीडिया पर फर्जी प्रोफाइल बनाकर तथा ओटीपी, पिन, सीवीवी और बैंक संबंधी गोपनीय जानकारी हासिल कर ठगी की जाती है। — [940, 908, 1117, 1136]
funeral-body-3 — [809, 2181, 947, 2373]
cyber-headline — [940, 821, 1501, 882]
